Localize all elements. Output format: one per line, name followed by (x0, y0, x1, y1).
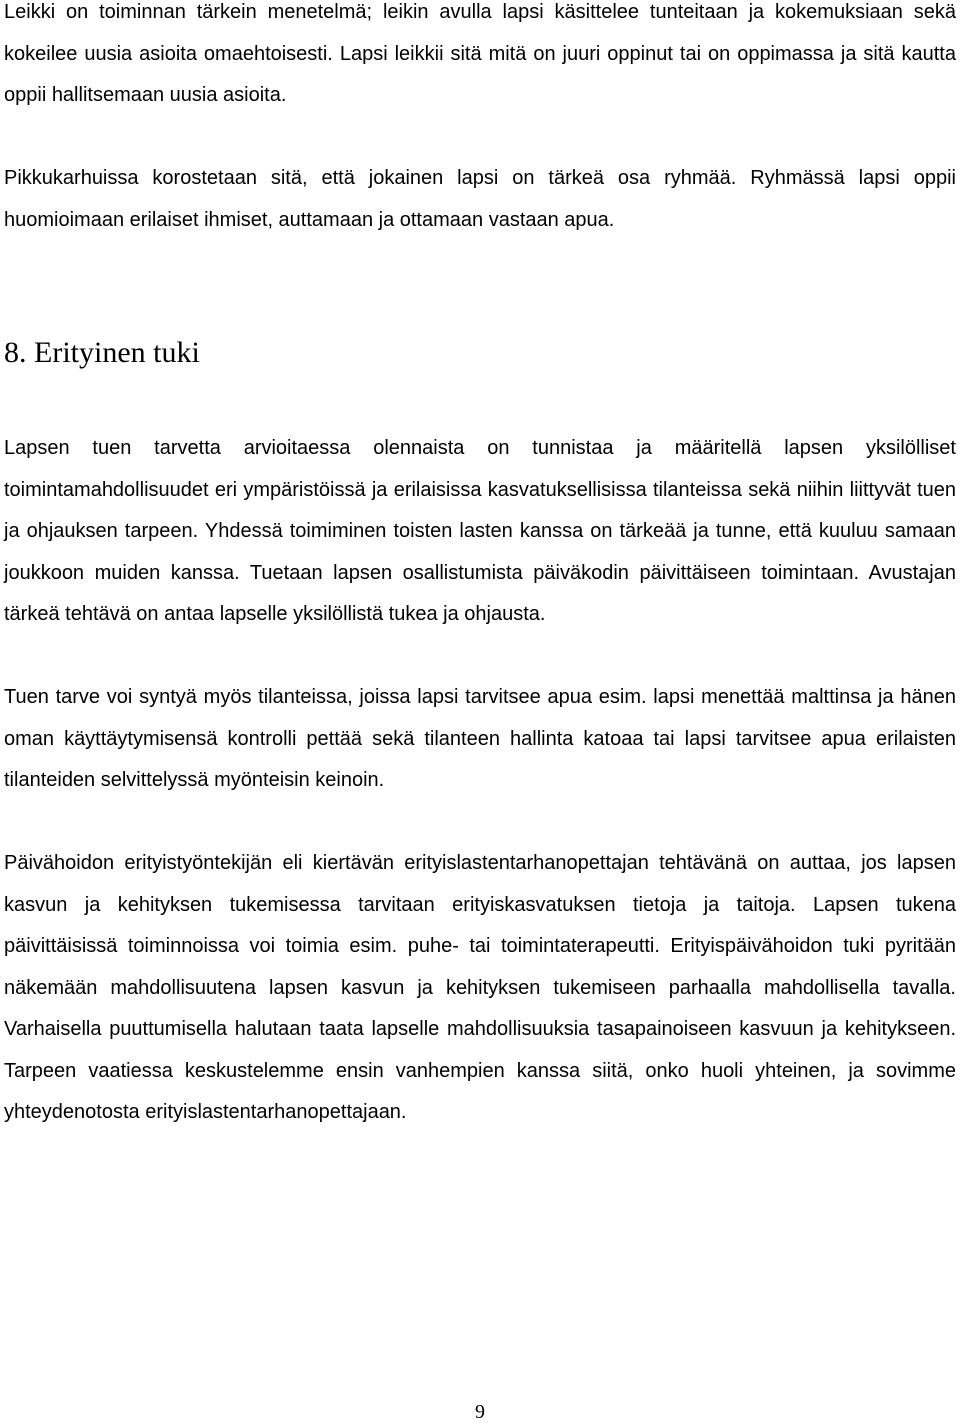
section-heading: 8. Erityinen tuki (4, 336, 200, 369)
paragraph-group: Pikkukarhuissa korostetaan sitä, että jokainen lapsi on tärkeä osa ryhmää. Ryhmässä lapsi oppii huomioimaan erilaiset ihmiset, auttamaan ja ottamaan vastaan apua. (4, 167, 956, 231)
document-page (4, 0, 956, 1134)
paragraph-special-educator: Päivähoidon erityistyöntekijän eli kiertävän erityislastentarhanopettajan tehtävänä on auttaa, jos lapsen kasvun ja kehityksen tukemisessa tarvitaan erityiskasvatuksen tietoja ja taitoja. Lapsen tukena päivittäisissä toiminnoissa voi toimia esim. puhe- tai toimintaterapeutti. Erityispäivähoidon tuki pyritään näkemään mahdollisuutena lapsen kasvun ja kehityksen tukemiseen parhaalla mahdollisella tavalla. Varhaisella puuttumisella halutaan taata lapselle mahdollisuuksia tasapainoiseen kasvuun ja kehitykseen. Tarpeen vaatiessa keskustelemme ensin vanhempien kanssa siitä, onko huoli yhteinen, ja sovimme yhteydenotosta erityislastentarhanopettajaan. (4, 852, 956, 1123)
paragraph-support-need: Tuen tarve voi syntyä myös tilanteissa, joissa lapsi tarvitsee apua esim. lapsi menettää malttinsa ja hänen oman käyttäytymisensä kontrolli pettää sekä tilanteen hallinta katoaa tai lapsi tarvitsee apua erilaisten tilanteiden selvittelyssä myönteisin keinoin. (4, 686, 956, 791)
paragraph-play: Leikki on toiminnan tärkein menetelmä; leikin avulla lapsi käsittelee tunteitaan ja kokemuksiaan sekä kokeilee uusia asioita omaehtoisesti. Lapsi leikkii sitä mitä on juuri oppinut tai on oppimassa ja sitä kautta oppii hallitsemaan uusia asioita. (4, 1, 956, 106)
page-number: 9 (475, 1401, 485, 1423)
paragraph-support-assessment: Lapsen tuen tarvetta arvioitaessa olennaista on tunnistaa ja määritellä lapsen yksilölliset toimintamahdollisuudet eri ympäristöissä ja erilaisissa kasvatuksellisissa tilanteissa sekä niihin liittyvät tuen ja ohjauksen tarpeen. Yhdessä toimiminen toisten lasten kanssa on tärkeää ja tunne, että kuuluu samaan joukkoon muiden kanssa. Tuetaan lapsen osallistumista päiväkodin päivittäiseen toimintaan. Avustajan tärkeä tehtävä on antaa lapselle yksilöllistä tukea ja ohjausta. (4, 437, 956, 625)
